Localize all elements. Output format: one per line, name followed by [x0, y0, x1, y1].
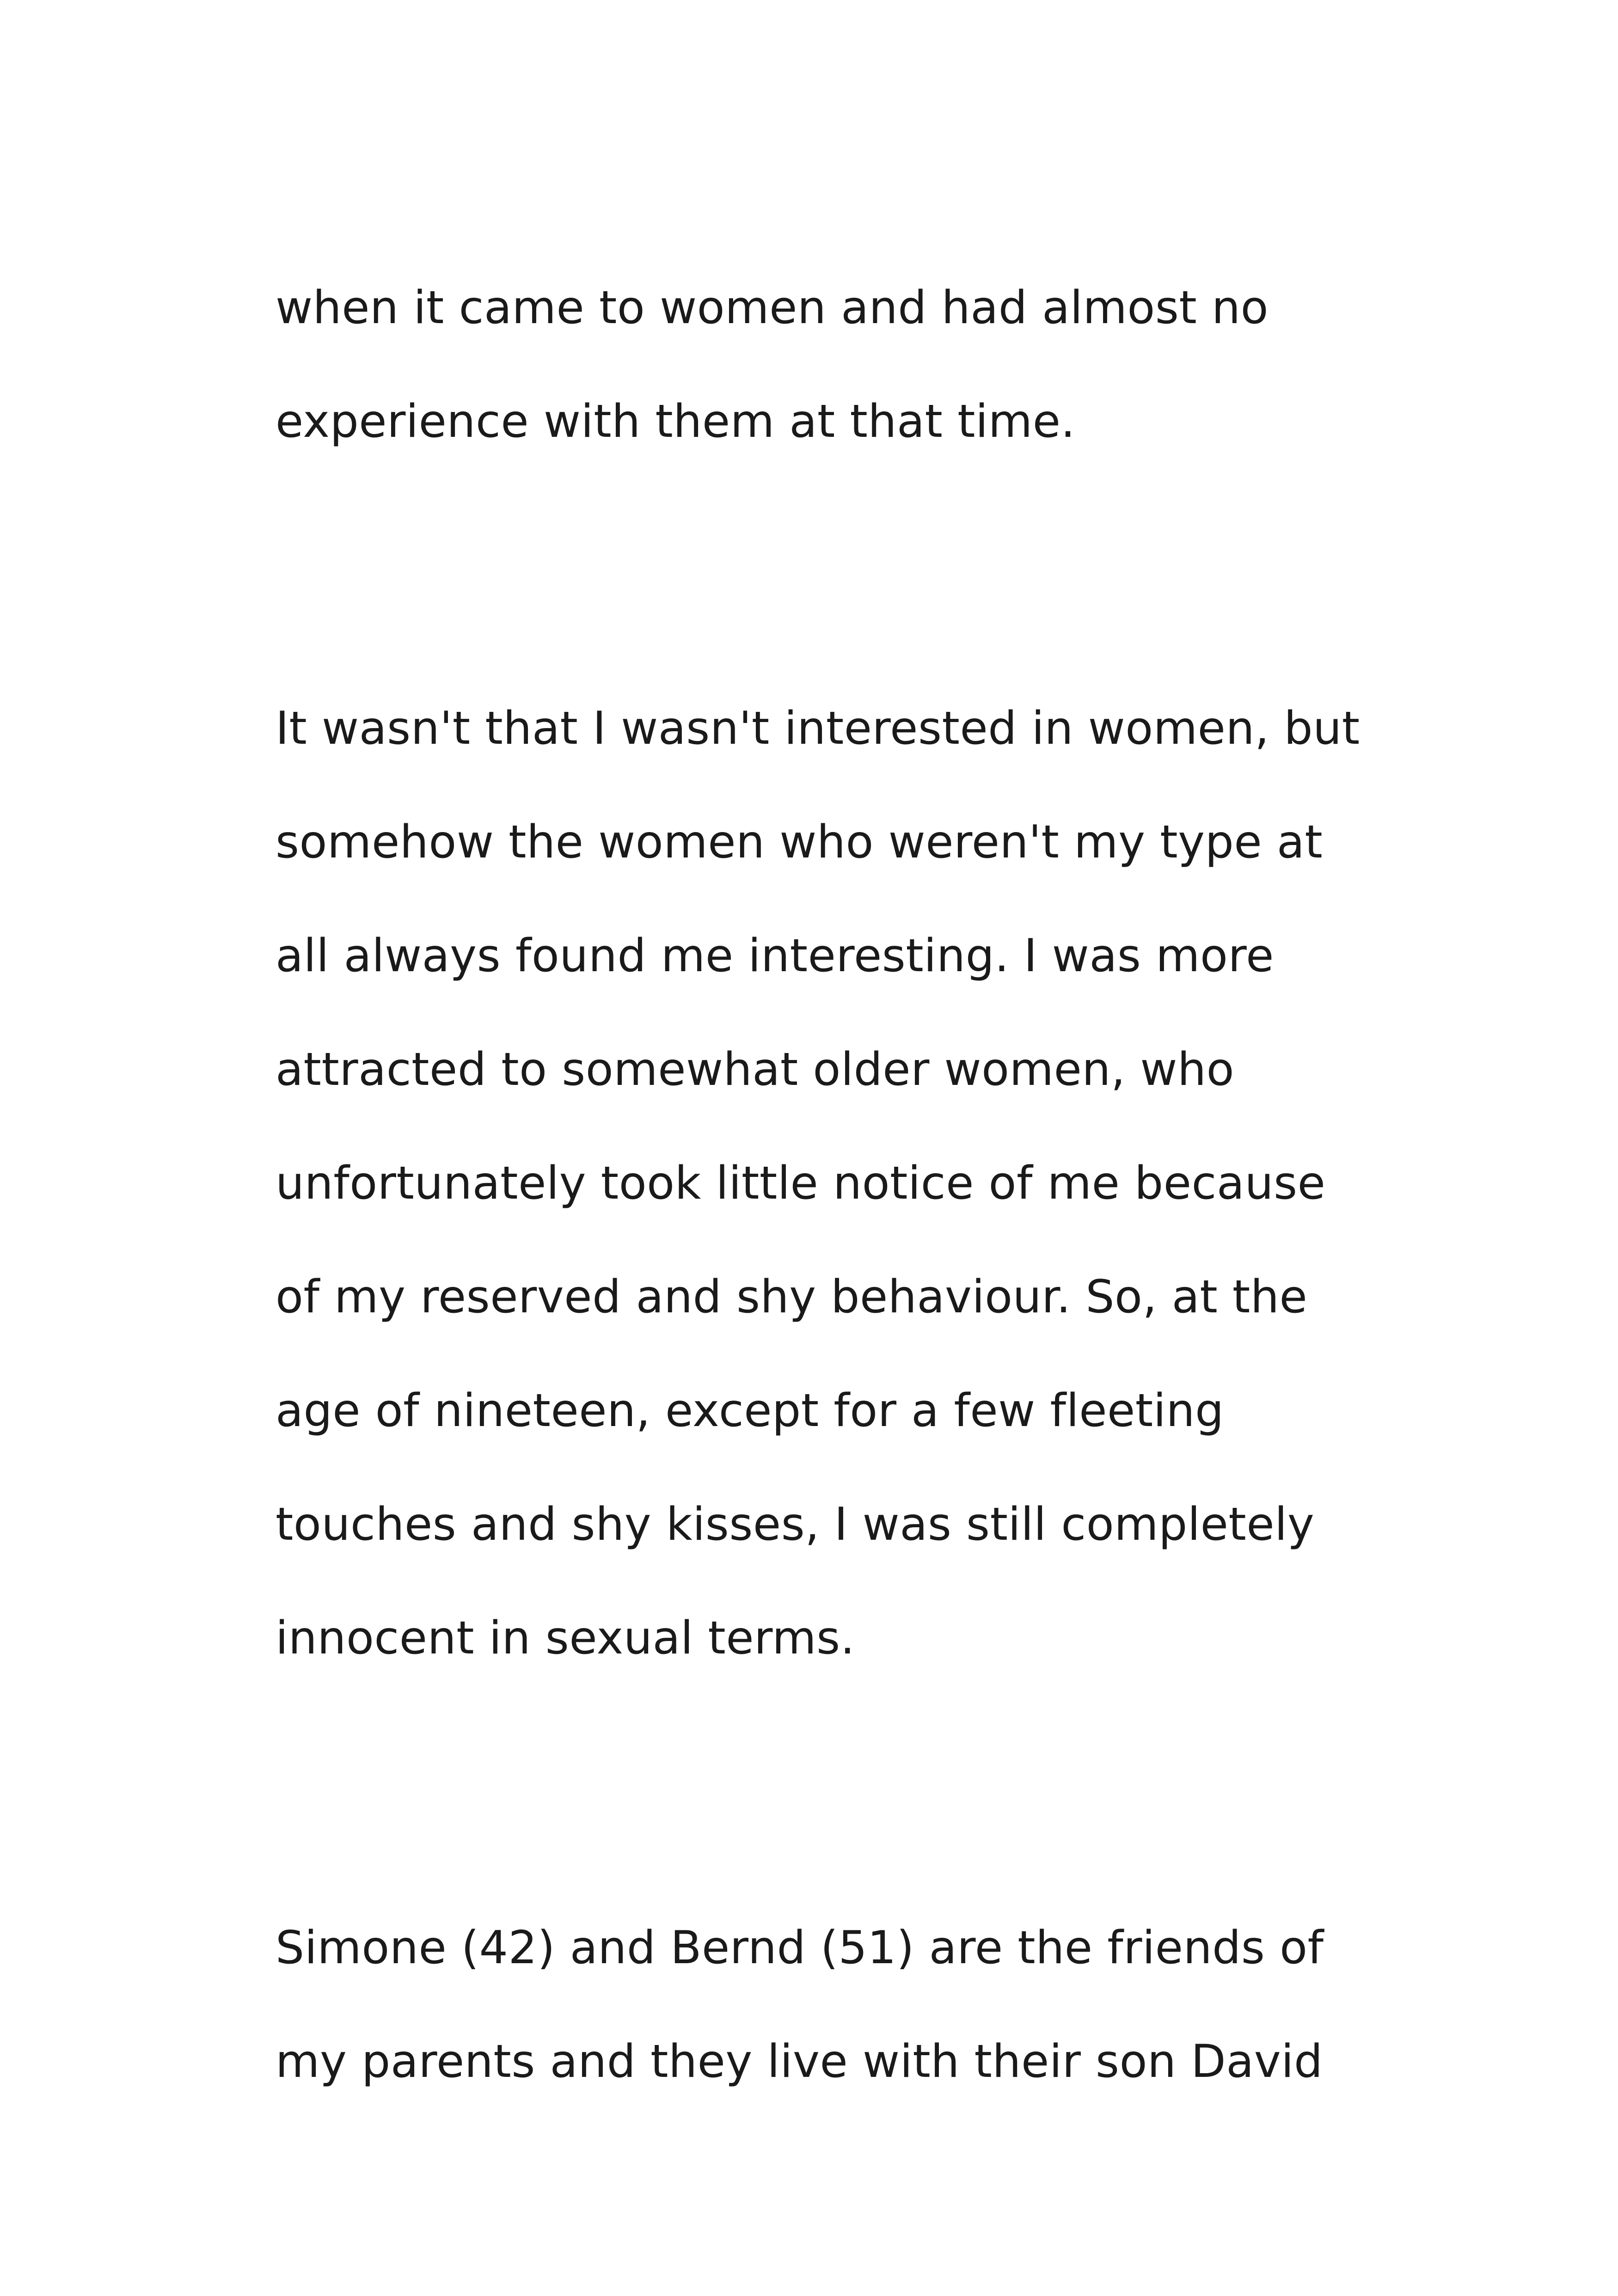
text-line: somehow the women who weren't my type at — [276, 816, 1323, 869]
text-line: all always found me interesting. I was more — [276, 930, 1274, 982]
text-line: of my reserved and shy behaviour. So, at the — [276, 1271, 1308, 1323]
text-line: innocent in sexual terms. — [276, 1612, 855, 1665]
text-line: attracted to somewhat older women, who — [276, 1043, 1235, 1096]
text-line: my parents and they live with their son David — [276, 2035, 1323, 2088]
text-line: unfortunately took little notice of me because — [276, 1157, 1326, 1210]
paragraph-3 — [276, 1891, 1385, 2118]
paragraph-2 — [276, 672, 1385, 1695]
text-line: touches and shy kisses, I was still completely — [276, 1498, 1315, 1551]
paragraph-1 — [276, 251, 1385, 478]
text-line: experience with them at that time. — [276, 395, 1076, 448]
text-line: when it came to women and had almost no — [276, 282, 1269, 334]
text-line: Simone (42) and Bernd (51) are the friends of — [276, 1922, 1324, 1974]
text-line: age of nineteen, except for a few fleeting — [276, 1384, 1224, 1437]
text-line: It wasn't that I wasn't interested in women, but — [276, 702, 1360, 755]
